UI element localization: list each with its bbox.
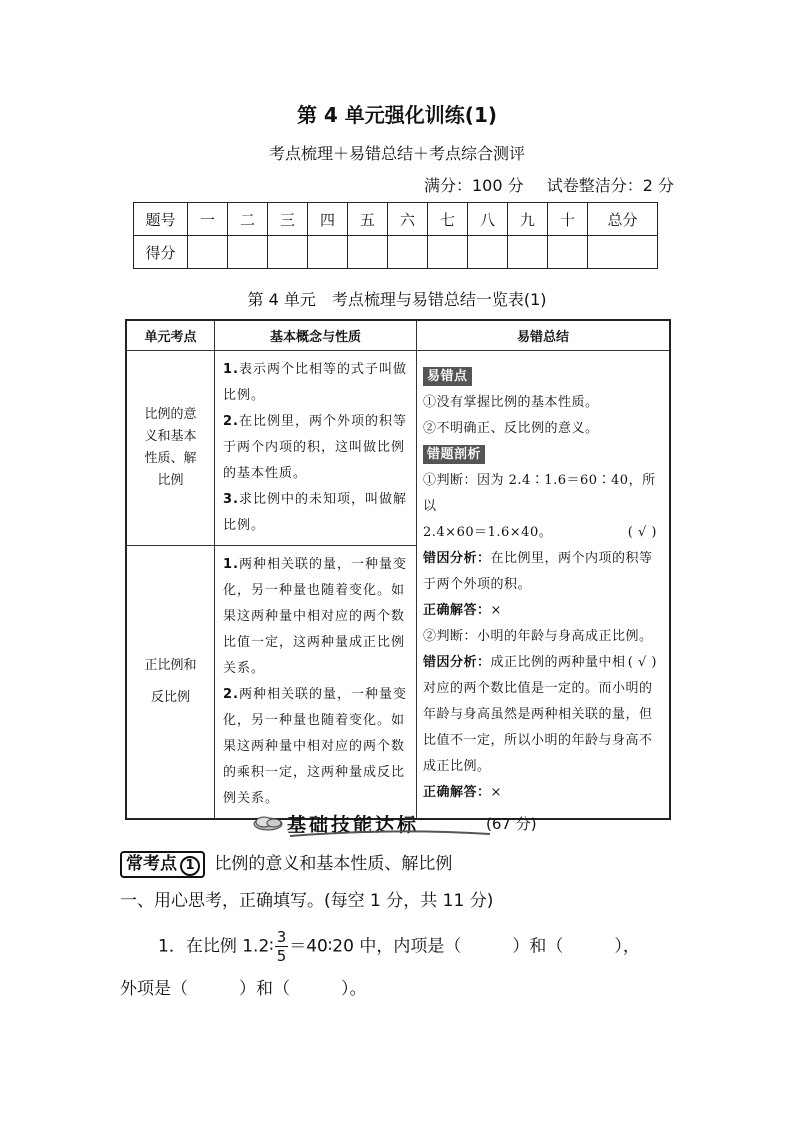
score-info	[406, 173, 674, 196]
fraction	[275, 928, 289, 965]
unit-line: 比例	[157, 473, 184, 488]
error-analysis-tag: 错题剖析	[423, 445, 485, 464]
concept-item	[223, 357, 408, 409]
badge-label: 常考点	[126, 854, 177, 874]
score-header-cell: 二	[228, 203, 268, 236]
swoosh-icon	[290, 830, 490, 838]
page-title: 第 4 单元强化训练(1)	[296, 103, 498, 127]
concept-text: 两种相关联的量，一种量变化，另一种量也随着变化。如果这两种量中相对应的两个数的乘积一定，这两种量成反比例关系。	[223, 687, 407, 806]
case2-answer	[423, 780, 663, 806]
score-header-cell: 九	[508, 203, 548, 236]
analysis-label: 错因分析：	[423, 654, 491, 670]
concept-num: 2.	[223, 414, 239, 429]
answer-value: ×	[490, 602, 502, 618]
case1-analysis	[423, 546, 663, 598]
score-header-cell: 三	[268, 203, 308, 236]
question-1-prefix: 1．在比例 1.2∶	[158, 936, 274, 957]
answer-label: 正确解答：	[423, 784, 491, 800]
score-input-cell[interactable]	[188, 236, 228, 269]
score-header-cell: 四	[308, 203, 348, 236]
case1-mark: ( √ )	[627, 524, 657, 540]
score-header-cell: 六	[388, 203, 428, 236]
score-input-cell[interactable]	[588, 236, 658, 269]
unit-line: 义和基本	[144, 429, 197, 444]
question-1	[158, 928, 640, 965]
fraction-numerator: 3	[276, 928, 287, 946]
header-unit: 单元考点	[126, 320, 215, 351]
score-input-cell[interactable]	[548, 236, 588, 269]
case1-judge-line2	[423, 520, 663, 546]
score-input-cell[interactable]	[428, 236, 468, 269]
case2-mark: ( √ )	[627, 654, 657, 670]
banner-score: (67 分)	[486, 815, 537, 833]
full-score: 满分：100 分	[423, 176, 524, 195]
score-table-header-row	[134, 203, 658, 236]
score-header-cell: 总分	[588, 203, 658, 236]
answer-label: 正确解答：	[423, 602, 491, 618]
case1-judge2: 2.4×60＝1.6×40。	[423, 524, 553, 540]
score-input-cell[interactable]	[308, 236, 348, 269]
score-table-score-row	[134, 236, 658, 269]
unit-line: 性质、解	[144, 451, 197, 466]
header-errors: 易错总结	[417, 320, 671, 351]
tidy-score: 试卷整洁分：2 分	[546, 176, 674, 195]
question-1-line2[interactable]: 外项是（ ）和（ ）。	[120, 979, 367, 999]
summary-row-proportion	[126, 351, 670, 546]
score-input-cell[interactable]	[468, 236, 508, 269]
concept-item	[223, 682, 408, 812]
concept-item	[223, 487, 408, 539]
unit-line: 反比例	[150, 690, 190, 705]
analysis-text: 成正比例的两种量中相对应的两个数比值是一定的。而小明的年龄与身高虽然是两种相关联的量，但比值不一定，所以小明的年龄与身高不成正比例。	[423, 654, 653, 774]
score-input-cell[interactable]	[268, 236, 308, 269]
score-input-cell[interactable]	[348, 236, 388, 269]
banner-title: 基础技能达标	[287, 814, 420, 836]
summary-header-row	[126, 320, 670, 351]
concept-text: 两种相关联的量，一种量变化，另一种量也随着变化。如果这两种量中相对应的两个数比值一定，这两种量成正比例关系。	[223, 557, 407, 676]
unit-line: 正比例和	[144, 658, 197, 673]
section-banner	[250, 808, 550, 836]
score-header-cell: 七	[428, 203, 468, 236]
score-header-cell: 八	[468, 203, 508, 236]
header-concept: 基本概念与性质	[215, 320, 417, 351]
error-point: ②不明确正、反比例的意义。	[423, 420, 599, 436]
score-row-label: 得分	[134, 236, 188, 269]
concept-num: 3.	[223, 492, 239, 507]
section-heading: 一、用心思考，正确填写。(每空 1 分，共 11 分)	[120, 891, 494, 911]
concept-num: 1.	[223, 557, 239, 572]
unit-line: 比例的意	[144, 407, 197, 422]
score-input-cell[interactable]	[388, 236, 428, 269]
unit-cell	[126, 546, 215, 820]
score-table	[133, 202, 658, 269]
score-input-cell[interactable]	[228, 236, 268, 269]
analysis-label: 错因分析：	[423, 550, 491, 566]
concept-num: 1.	[223, 362, 239, 377]
summary-table	[125, 319, 671, 820]
concept-item	[223, 409, 408, 487]
badge-number: 1	[180, 856, 200, 876]
case1-answer	[423, 598, 663, 624]
key-point-badge	[120, 851, 205, 878]
analysis-text: 在比例里，两个内项的积等于两个外项的积。	[423, 550, 653, 592]
concept-item	[223, 552, 408, 682]
concept-num: 2.	[223, 687, 239, 702]
fraction-denominator: 5	[276, 947, 287, 965]
case2-judge-text: ②判断：小明的年龄与身高成正比例。	[423, 628, 653, 644]
summary-table-title: 第 4 单元 考点梳理与易错总结一览表(1)	[247, 290, 547, 309]
score-header-cell: 十	[548, 203, 588, 236]
cloud-icon	[250, 814, 286, 832]
concept-cell	[215, 546, 417, 820]
page-subtitle: 考点梳理＋易错总结＋考点综合测评	[268, 144, 525, 163]
error-point: ①没有掌握比例的基本性质。	[423, 394, 599, 410]
error-points-tag: 易错点	[423, 367, 472, 386]
case1-judge: ①判断：因为 2.4∶1.6＝60∶40，所以	[423, 472, 656, 514]
answer-value: ×	[490, 784, 502, 800]
unit-cell	[126, 351, 215, 546]
question-1-suffix[interactable]: ＝40∶20 中，内项是（ ）和（ ），	[289, 936, 640, 957]
concept-cell	[215, 351, 417, 546]
score-header-cell: 五	[348, 203, 388, 236]
concept-text: 在比例里，两个外项的积等于两个内项的积，这叫做比例的基本性质。	[223, 414, 407, 481]
key-point-line	[120, 849, 452, 878]
errors-cell	[417, 351, 671, 820]
score-header-cell: 题号	[134, 203, 188, 236]
concept-text: 表示两个比相等的式子叫做比例。	[223, 362, 407, 403]
score-input-cell[interactable]	[508, 236, 548, 269]
concept-text: 求比例中的未知项，叫做解比例。	[223, 492, 407, 533]
score-header-cell: 一	[188, 203, 228, 236]
key-point-text: 比例的意义和基本性质、解比例	[214, 854, 453, 874]
